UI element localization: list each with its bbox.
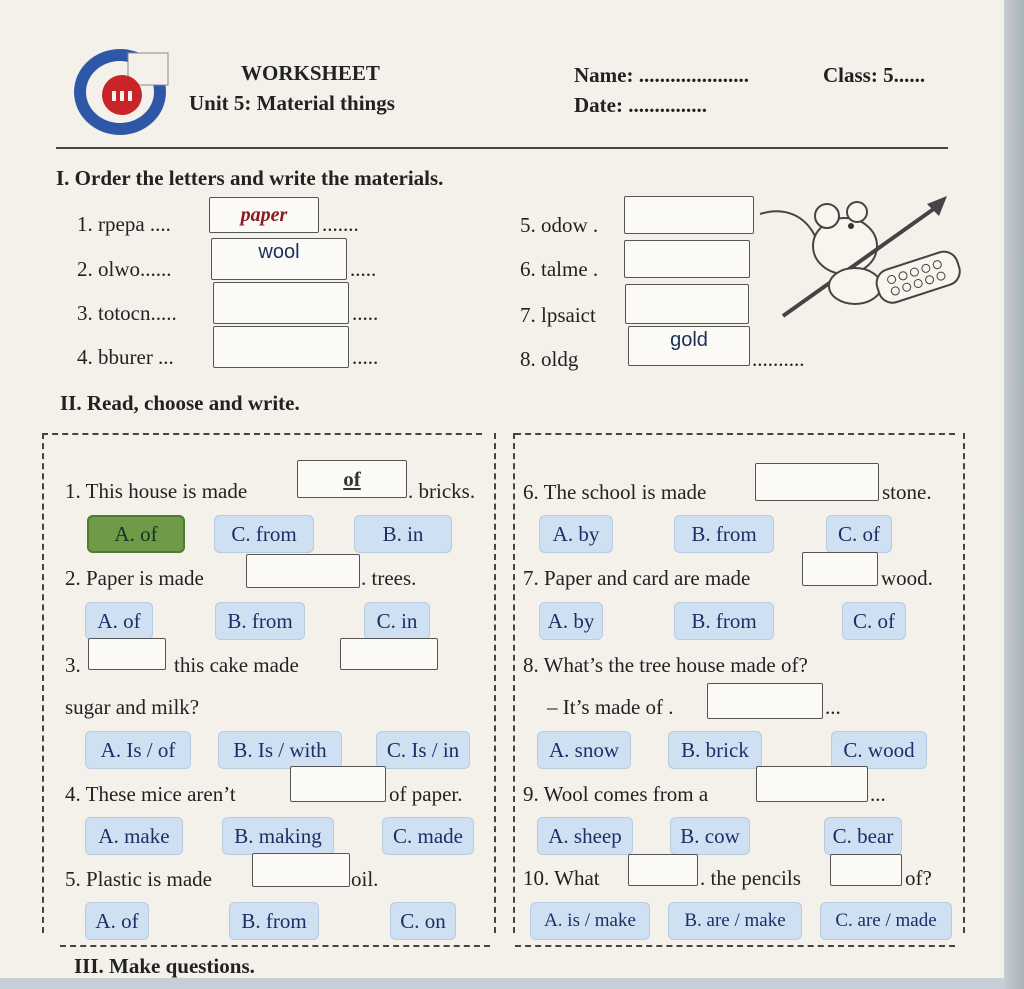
date-field[interactable]: Date: ............... xyxy=(574,93,707,117)
q10-option-b[interactable]: B. are / make xyxy=(668,902,802,940)
q2-option-a[interactable]: A. of xyxy=(85,602,153,640)
s1-item4-trail: ..... xyxy=(352,345,379,369)
s1-item1-trail: ....... xyxy=(322,212,359,236)
s1-item8-trail: .......... xyxy=(752,347,805,371)
q1-option-a[interactable]: A. of xyxy=(87,515,185,553)
q10-text: 10. What xyxy=(523,866,600,890)
q9-text: 9. Wool comes from a xyxy=(523,782,709,806)
section2-heading: II. Read, choose and write. xyxy=(60,391,300,415)
bottom-edge xyxy=(0,978,1004,989)
left-frame-top xyxy=(42,433,482,435)
s1-item5-answer-box[interactable] xyxy=(624,196,754,234)
header-divider xyxy=(56,147,948,149)
s1-item2-answer: wool xyxy=(258,241,300,263)
q10-option-c[interactable]: C. are / made xyxy=(820,902,952,940)
q5-option-b[interactable]: B. from xyxy=(229,902,319,940)
q1-option-c[interactable]: C. from xyxy=(214,515,314,553)
q7-text-end: wood. xyxy=(881,566,933,590)
s1-item4-label: 4. bburer ... xyxy=(77,345,174,369)
q8-option-b[interactable]: B. brick xyxy=(668,731,762,769)
section3-heading: III. Make questions. xyxy=(74,954,255,978)
q8-answer-box[interactable] xyxy=(707,683,823,719)
q2-option-b[interactable]: B. from xyxy=(215,602,305,640)
q2-option-c[interactable]: C. in xyxy=(364,602,430,640)
q8-text-end: ... xyxy=(825,695,841,719)
q4-option-b[interactable]: B. making xyxy=(222,817,334,855)
right-frame-left xyxy=(513,433,515,933)
q3-answer-box-1[interactable] xyxy=(88,638,166,670)
s1-item3-answer xyxy=(214,283,348,323)
q9-option-b[interactable]: B. cow xyxy=(670,817,750,855)
q6-answer-box[interactable] xyxy=(755,463,879,501)
s1-item3-answer-box[interactable] xyxy=(213,282,349,324)
worksheet-title: WORKSHEET xyxy=(241,61,380,85)
s1-item6-answer xyxy=(625,241,749,277)
q6-option-b[interactable]: B. from xyxy=(674,515,774,553)
s1-item1-answer: paper xyxy=(240,203,288,226)
right-frame-right xyxy=(963,433,965,933)
s1-item1-label: 1. rpepa .... xyxy=(77,212,171,236)
section1-heading: I. Order the letters and write the materials. xyxy=(56,166,444,190)
q1-answer: of xyxy=(343,466,361,491)
q10-option-a[interactable]: A. is / make xyxy=(530,902,650,940)
q5-answer-box[interactable] xyxy=(252,853,350,887)
s1-item4-answer xyxy=(214,327,348,367)
right-frame-bottom xyxy=(515,945,955,947)
q3-answer-box-2[interactable] xyxy=(340,638,438,670)
left-frame-left xyxy=(42,433,44,933)
q8-text-line2: – It’s made of . xyxy=(547,695,674,719)
q5-text: 5. Plastic is made xyxy=(65,867,212,891)
class-field[interactable]: Class: 5...... xyxy=(823,63,926,87)
s1-item2-trail: ..... xyxy=(350,257,377,281)
q4-text: 4. These mice aren’t xyxy=(65,782,236,806)
s1-item1-answer-box[interactable] xyxy=(209,197,319,233)
q7-option-a[interactable]: A. by xyxy=(539,602,603,640)
q2-answer-box[interactable] xyxy=(246,554,360,588)
mouse-painter-icon xyxy=(755,186,965,336)
s1-item8-answer-box[interactable] xyxy=(628,326,750,366)
q7-option-b[interactable]: B. from xyxy=(674,602,774,640)
q7-option-c[interactable]: C. of xyxy=(842,602,906,640)
q4-answer-box[interactable] xyxy=(290,766,386,802)
right-frame-top xyxy=(515,433,955,435)
q6-text-end: stone. xyxy=(882,480,932,504)
s1-item6-label: 6. talme . xyxy=(520,257,599,281)
q6-option-c[interactable]: C. of xyxy=(826,515,892,553)
q1-text: 1. This house is made xyxy=(65,479,248,503)
q5-option-a[interactable]: A. of xyxy=(85,902,149,940)
q4-text-end: of paper. xyxy=(389,782,463,806)
school-logo-icon xyxy=(70,45,174,139)
q3-option-c[interactable]: C. Is / in xyxy=(376,731,470,769)
q6-text: 6. The school is made xyxy=(523,480,707,504)
q7-text: 7. Paper and card are made xyxy=(523,566,751,590)
q8-option-a[interactable]: A. snow xyxy=(537,731,631,769)
s1-item8-answer: gold xyxy=(670,329,708,351)
q2-text: 2. Paper is made xyxy=(65,566,204,590)
left-frame-right xyxy=(494,433,496,933)
page-edge xyxy=(1004,0,1024,989)
s1-item5-answer xyxy=(625,197,753,233)
q8-option-c[interactable]: C. wood xyxy=(831,731,927,769)
q5-text-end: oil. xyxy=(351,867,379,891)
q1-answer-box[interactable] xyxy=(297,460,407,498)
q9-option-a[interactable]: A. sheep xyxy=(537,817,633,855)
q9-option-c[interactable]: C. bear xyxy=(824,817,902,855)
s1-item8-label: 8. oldg xyxy=(520,347,579,371)
s1-item7-answer xyxy=(626,285,748,323)
s1-item6-answer-box[interactable] xyxy=(624,240,750,278)
q6-option-a[interactable]: A. by xyxy=(539,515,613,553)
s1-item7-answer-box[interactable] xyxy=(625,284,749,324)
q5-option-c[interactable]: C. on xyxy=(390,902,456,940)
s1-item4-answer-box[interactable] xyxy=(213,326,349,368)
left-frame-bottom xyxy=(60,945,490,947)
q7-answer-box[interactable] xyxy=(802,552,878,586)
q10-answer-box-1[interactable] xyxy=(628,854,698,886)
q4-option-a[interactable]: A. make xyxy=(85,817,183,855)
s1-item3-trail: ..... xyxy=(352,301,379,325)
q10-text-mid: . the pencils xyxy=(700,866,801,890)
s1-item7-label: 7. lpsaict xyxy=(520,303,596,327)
q3-option-a[interactable]: A. Is / of xyxy=(85,731,191,769)
q4-option-c[interactable]: C. made xyxy=(382,817,474,855)
q9-text-end: ... xyxy=(870,782,886,806)
s1-item3-label: 3. totocn..... xyxy=(77,301,177,325)
s1-item2-answer-box[interactable] xyxy=(211,238,347,280)
s1-item5-label: 5. odow . xyxy=(520,213,599,237)
q2-text-end: . trees. xyxy=(361,566,417,590)
q3-option-b[interactable]: B. Is / with xyxy=(218,731,342,769)
q9-answer-box[interactable] xyxy=(756,766,868,802)
worksheet-subtitle: Unit 5: Material things xyxy=(189,91,395,115)
q1-option-b[interactable]: B. in xyxy=(354,515,452,553)
q8-text: 8. What’s the tree house made of? xyxy=(523,653,808,677)
q1-text-end: . bricks. xyxy=(408,479,476,503)
q10-answer-box-2[interactable] xyxy=(830,854,902,886)
name-field[interactable]: Name: ..................... xyxy=(574,63,749,87)
q3-text-mid: this cake made xyxy=(174,653,299,677)
q10-text-end: of? xyxy=(905,866,932,890)
s1-item2-label: 2. olwo...... xyxy=(77,257,172,281)
q3-text: 3. xyxy=(65,653,81,677)
q3-text-line2: sugar and milk? xyxy=(65,695,200,719)
